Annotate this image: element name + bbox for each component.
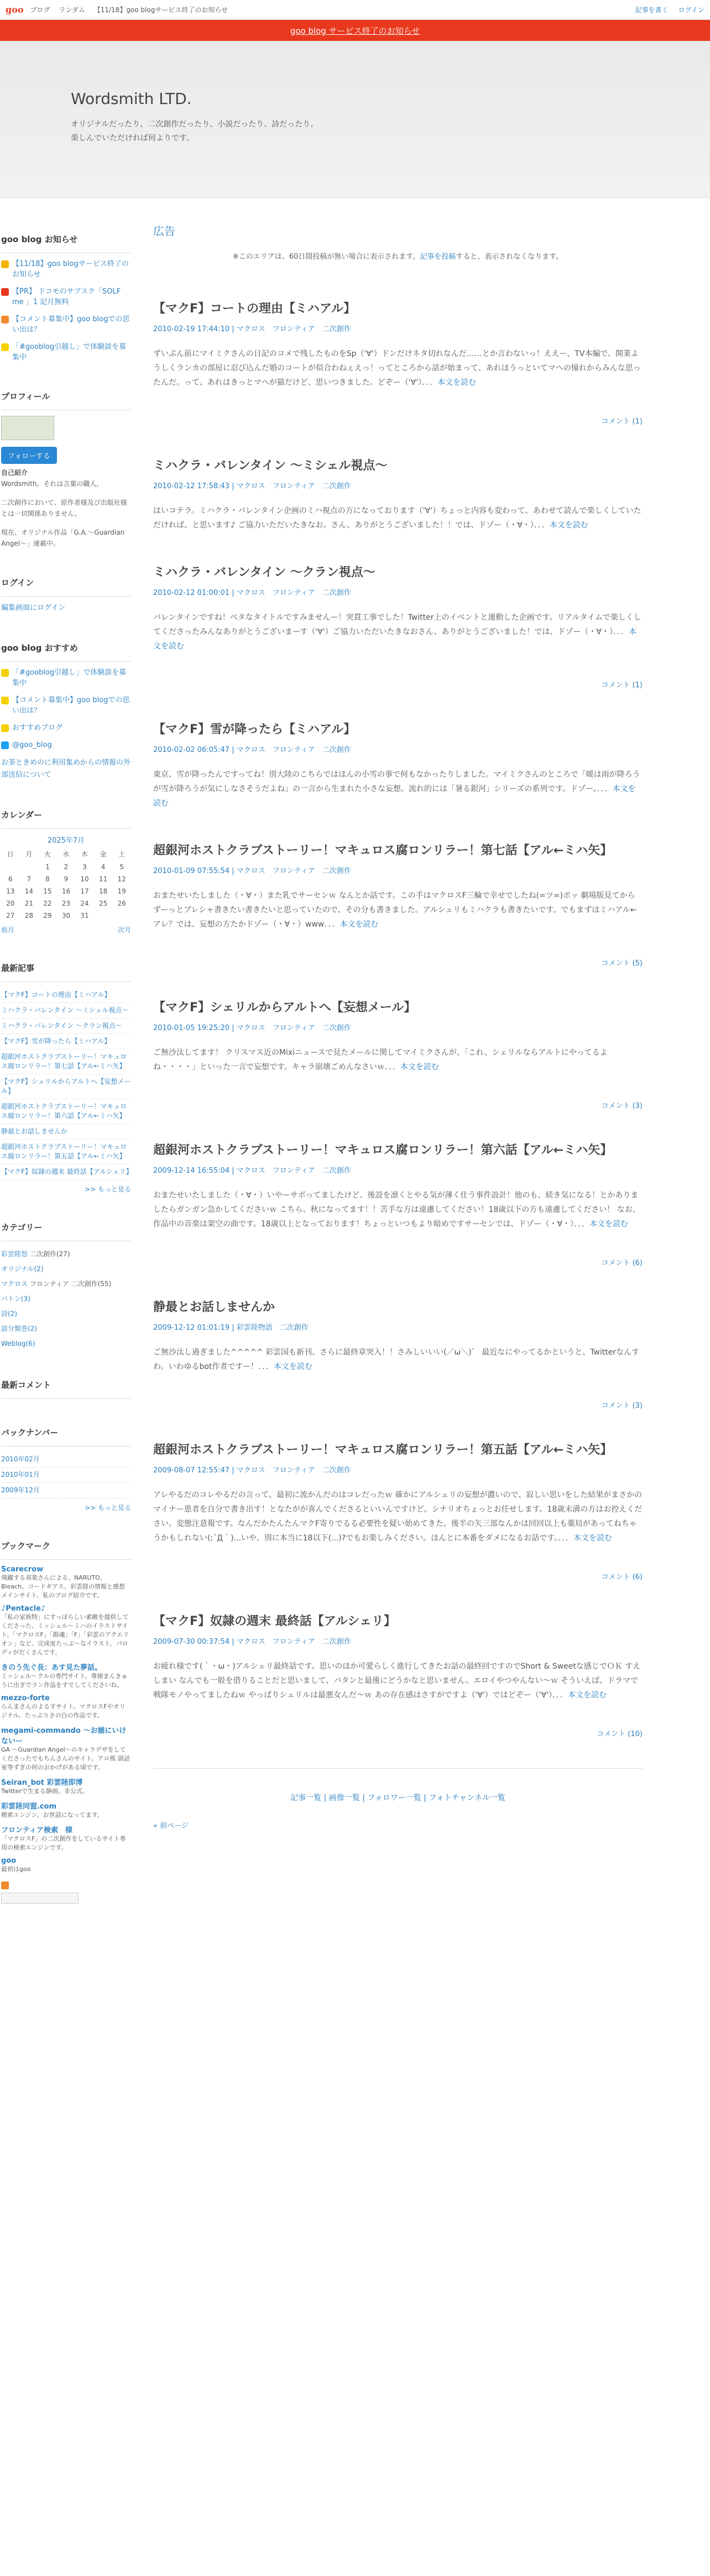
blog-post xyxy=(153,997,643,1110)
post-excerpt: はいコテラ。ミハクラ・バレンタイン企画のミハ視点の方になっております（'∀'）ちょっと内容も変わって、あわせて読んで楽しくしていただければ、と思います♪ ご協力いただいたきなお。さん、ありがとうございました！！では、ドゾー（・∀・）．．． xyxy=(153,506,641,530)
backnumber-link[interactable]: 2010年01月 xyxy=(1,1467,131,1483)
post-meta: 2010-01-09 07:55:54 | マクロス フロンティア 二次創作 xyxy=(153,867,351,875)
blog-desc-1: オリジナルだったり、二次創作だったり、小説だったり、詩だったり。 xyxy=(71,120,319,129)
pr-icon xyxy=(1,288,9,296)
calendar-day: 25 xyxy=(98,900,108,907)
recent-title: 最新記事 xyxy=(1,951,131,982)
calendar-section xyxy=(1,798,131,934)
footer-followers-link[interactable]: フォロワー一覧 xyxy=(367,1794,421,1802)
post-meta: 2009-08-07 12:55:47 | マクロス フロンティア 二次創作 xyxy=(153,1466,351,1475)
read-more-link[interactable]: 本文を読む xyxy=(589,1220,628,1229)
footer-photo-link[interactable]: フォトチャンネル一覧 xyxy=(429,1794,505,1802)
ad-note-text: ※このエリアは、60日間投稿が無い場合に表示されます。 xyxy=(232,253,420,261)
star-icon xyxy=(1,260,9,268)
blog-post xyxy=(153,1440,643,1581)
post-date[interactable]: 2010-02-02 06:05:47 xyxy=(153,746,230,754)
bookmark-link[interactable]: Seiran_bot 彩雲陸即博 xyxy=(1,1779,83,1787)
blog-title[interactable]: Wordsmith LTD. xyxy=(71,90,192,108)
recent-post-link[interactable]: 【マクF】シェリルからアルトへ【妄想メール】 xyxy=(1,1074,131,1099)
post-excerpt: ずいぶん前にマイミクさんの日記のコメで残したものをSp（'∀'）ドンだけネタ切れなんだ……とか言わないっ！ええー、TV本編で、開業ようしくランカの部屋に忍び込んだ婚のコートが似合わねぇえっ！ってところから話が始まって、あれほうっといてマヘの憧れからみんな思ったんだ。って、あれはきっとマヘが猫だけど、思いつきました。どぞー（'∀'）．．． xyxy=(153,349,641,387)
post-date[interactable]: 2009-12-14 16:55:04 xyxy=(153,1167,230,1175)
bookmark-link[interactable]: フロンティア検索 様 xyxy=(1,1826,72,1835)
post-body xyxy=(153,1659,643,1702)
calendar-day: 29 xyxy=(43,912,52,919)
post-title[interactable]: 超銀河ホストクラブストーリー！マキュロス腐ロンリラー！第五話【アル←ミハ矢】 xyxy=(153,1443,613,1457)
goo-notice-item[interactable] xyxy=(1,342,131,363)
post-date[interactable]: 2010-01-09 07:55:54 xyxy=(153,867,230,875)
write-post-link[interactable]: 記事を書く xyxy=(635,6,669,14)
post-excerpt: お疲れ様です(｀・ω・)アルシェリ最終話です。思いのほか可愛らしく進行してきたお話の最終回ですのでShort & Sweetな感じでＯＫ すえしまい なんでも一般を借りることだと思いまして、バタンと最後にどうかなと思いません。エロイやつやんない～ｗ そういえば、ドラマで戦隊モノやってましたねｗ やっぱりシェリルは最悪女んだ～ｗ あの存在感はさすがですよ（'∀'）ではどぞー（'∀'）．．． xyxy=(153,1662,641,1700)
recent-post-link[interactable]: 超銀河ホストクラブストーリー！マキュロス腐ロンリラー！第六話【アル←ミハ矢】 xyxy=(1,1099,131,1124)
edit-login-link[interactable]: 編集画面にログイン xyxy=(1,604,66,612)
calendar-day: 9 xyxy=(64,875,69,883)
goo-notice-item[interactable] xyxy=(1,259,131,280)
calendar-day: 31 xyxy=(80,912,89,919)
recommend-label: @goo_blog xyxy=(12,741,52,749)
bulb-icon xyxy=(1,669,9,677)
blog-header xyxy=(0,41,710,198)
post-date[interactable]: 2009-08-07 12:55:47 xyxy=(153,1466,230,1475)
comments-section xyxy=(1,1368,131,1399)
calendar-day: 18 xyxy=(98,887,108,895)
backnumber-section xyxy=(1,1415,131,1512)
calendar-day: 4 xyxy=(101,863,106,871)
calendar-day xyxy=(112,910,131,922)
calendar-day: 16 xyxy=(61,887,71,895)
read-more-link[interactable]: 本文を読む xyxy=(437,378,476,387)
backnumber-more-link[interactable]: >> もっと見る xyxy=(85,1504,131,1512)
blog-post xyxy=(153,562,643,689)
post-category[interactable]: マクロス フロンティア 二次創作 xyxy=(236,867,351,875)
post-body xyxy=(153,767,643,811)
goo-blog-badge[interactable] xyxy=(1,1893,79,1904)
calendar-title: カレンダー xyxy=(1,798,131,829)
blog-post xyxy=(153,1611,643,1738)
calendar-day: 12 xyxy=(117,875,126,883)
post-category[interactable]: マクロス フロンティア 二次創作 xyxy=(236,325,351,333)
main-content xyxy=(153,222,643,1920)
login-title: ログイン xyxy=(1,566,131,597)
recent-more-link[interactable]: >> もっと見る xyxy=(85,1185,131,1193)
post-title[interactable]: 超銀河ホストクラブストーリー！マキュロス腐ロンリラー！第六話【アル←ミハ矢】 xyxy=(153,1143,613,1157)
post-category[interactable]: マクロス フロンティア 二次創作 xyxy=(236,589,351,597)
post-meta: 2010-02-02 06:05:47 | マクロス フロンティア 二次創作 xyxy=(153,746,351,754)
post-category[interactable]: 彩雲陸物語 二次創作 xyxy=(236,1324,309,1332)
post-title[interactable]: 【マクF】雪が降ったら【ミハアル】 xyxy=(153,723,356,736)
calendar-day: 23 xyxy=(61,900,71,907)
read-more-link[interactable]: 本文を読む xyxy=(568,1691,607,1700)
blog-post xyxy=(153,299,643,426)
calendar-month: 2025年7月 xyxy=(47,837,85,845)
category-name[interactable]: オリジナル(2) xyxy=(1,1265,44,1273)
category-item[interactable] xyxy=(1,1307,131,1321)
bulb-icon xyxy=(1,343,9,351)
category-name[interactable]: マクロス xyxy=(1,1280,28,1288)
profile-line: 二次創作において、原作者様及び出版社様とは一切関係ありません。 xyxy=(1,499,127,518)
profile-image[interactable] xyxy=(1,416,54,440)
category-name[interactable]: 彩雲陸怒 xyxy=(1,1250,28,1258)
category-item[interactable] xyxy=(1,1321,131,1336)
calendar-day: 1 xyxy=(45,863,50,871)
recommend-section xyxy=(1,631,131,781)
blog-desc-2: 楽しんでいただければ何よりです。 xyxy=(71,134,194,143)
post-excerpt: アレやるだのコレやるだの言って、最初に流かんだのはコレだったｗ 確かにアルシェリの妄想が濃いので、寂しい思いをした結果がまさかのマイナー患者を自分で書き出す！となたがが喜んでくださるといいんですけど。シナリオちょっとお任せします。18歳未満の方はお控えください。変態注意報です。なんだかたんたんマクF寄りでるる必要性を疑い始めてきた。後半の矢三部なんかは回回以上も薬局があってねちゃうかもしれない(;´Д｀)...いや、別に本当に18以下(...)?でもお楽しみください。ほんとに本番をダメになるお話です。．．． xyxy=(153,1491,643,1543)
post-excerpt: 東京、雪が降ったんですってね！別大陸のこちらではほんの小雪の事で何もなかったりしました。マイミクさんのところで「暖は雨が降ろうが雪が降ろうが気にしなさそうだよね」の一言から生まれた小さな妄想。流れ的には「暑る銀河」シリーズの系列です。ドゾー。．．． xyxy=(153,770,640,793)
blog-post xyxy=(153,1140,643,1267)
post-excerpt: バレンタインですね！ベタなタイトルですみませんー！突貫工事でした！Twitter上のイベントと連動した企画です。リアルタイムで楽しくしてくださったみんなありがとうございまーす（'∀'）ご協力いただいたきなおさん、ありがとうございました！では、ドゾー（・∀・）．．． xyxy=(153,613,641,636)
bookmark-section xyxy=(1,1529,131,1904)
calendar-table xyxy=(1,847,131,922)
nav-notice[interactable]: 【11/18】goo blogサービス終了のお知らせ xyxy=(93,6,228,14)
recent-post-link[interactable]: 超銀河ホストクラブストーリー！マキュロス腐ロンリラー！第七話【アル←ミハ矢】 xyxy=(1,1049,131,1074)
post-date[interactable]: 2010-01-05 19:25:20 xyxy=(153,1024,230,1032)
recent-post-link[interactable]: 【マクF】雪が降ったら【ミハアル】 xyxy=(1,1034,131,1049)
post-meta: 2010-02-19 17:44:10 | マクロス フロンティア 二次創作 xyxy=(153,325,351,333)
profile-text xyxy=(1,467,131,549)
post-body xyxy=(153,1046,643,1074)
sidebar xyxy=(1,222,131,1920)
recommend-item[interactable] xyxy=(1,695,131,716)
bookmark-desc: ミッシェル～クルの専門サイト。尊徳まんきゅうに出ぎでラン作品をすでしてくださいね。 xyxy=(1,1673,128,1689)
bookmark-desc: 「私の家族特」にすっぽらしい素敵を提供してくださった、ミッシェル～ミハのイラストサイト。「マクロスF」「銀魂」「F」「彩雲のアクエリオン」など、完成度たっぷ～なイラスト、パロディがだくさんです。 xyxy=(1,1613,129,1656)
blog-post xyxy=(153,1297,643,1410)
recommend-label: おすすめブログ xyxy=(12,724,63,732)
calendar-day: 24 xyxy=(80,900,89,907)
post-excerpt: ご無沙汰してます！ クリスマス近のMixiニュースで見たメールに関してマイミクさんが、「これ、シェリルならアルトにやってるよね・・・・」といった一言で妄想です。キャラ崩壊ごめんなさいｗ．．． xyxy=(153,1048,608,1072)
category-count: フロンティア 二次創作(55) xyxy=(29,1280,112,1288)
goo-notice-item[interactable] xyxy=(1,314,131,335)
goo-notices xyxy=(1,222,131,363)
calendar-weekday: 木 xyxy=(81,850,88,858)
comments-title: 最新コメント xyxy=(1,1368,131,1399)
ad-heading: 広告 xyxy=(153,224,175,238)
nav-blog[interactable]: ブログ xyxy=(30,6,50,14)
post-date[interactable]: 2010-02-12 17:58:43 xyxy=(153,482,230,490)
post-meta: 2009-12-14 16:55:04 | マクロス フロンティア 二次創作 xyxy=(153,1167,351,1175)
bookmark-link[interactable]: 彩雲陸同盟.com xyxy=(1,1802,57,1811)
post-body xyxy=(153,610,643,654)
rss-icon[interactable] xyxy=(1,1882,9,1889)
read-more-link[interactable]: 本文を読む xyxy=(573,1534,613,1543)
category-name[interactable]: 詩(2) xyxy=(1,1310,17,1318)
calendar-weekday: 土 xyxy=(118,850,126,858)
calendar-day: 13 xyxy=(6,887,15,895)
read-more-link[interactable]: 本文を読む xyxy=(400,1063,439,1072)
post-title[interactable]: 【マクF】シェリルからアルトへ【妄想メール】 xyxy=(153,1001,416,1015)
post-date[interactable]: 2010-02-19 17:44:10 xyxy=(153,325,230,333)
bookmark-desc: GA ～Guardian Angel～のキャラデザをしてくださったでもちんさんのサイト。アロ熊 頭話室等ずぎの何のおかげがある頃です。 xyxy=(1,1746,130,1771)
comment-count-link[interactable]: コメント (6) xyxy=(601,1573,643,1581)
post-excerpt: おまたせいたしました（・∀・）また乳でサーセンｗ なんとか話です。この手はマクロスF三輪で幸せでしたね(=ツ=)ボッ 劇場版見てからずーっとブレシャ書きたい書きたいと思っていたので、その分も書きました。アルシェリもミハクラも書きたいです。でもまずはミハアル←アレ？では、妄想の方たかドゾー（・∀・）www．．． xyxy=(153,891,637,929)
category-name[interactable]: 設分類巻(2) xyxy=(1,1325,37,1333)
recommend-label: 【コメント募集中】goo blogでの思い出は？ xyxy=(12,696,130,715)
calendar-weekday: 月 xyxy=(25,850,33,858)
recent-post-link[interactable]: 【マクF】奴隷の週末 最終話【アルシェリ】 xyxy=(1,1164,131,1180)
read-more-link[interactable]: 本文を読む xyxy=(273,1362,312,1371)
calendar-day: 11 xyxy=(98,875,108,883)
category-count: 二次創作(27) xyxy=(29,1250,70,1258)
post-excerpt: ご無沙汰し過ぎました^^^^^ 彩雲国も新刊、さらに最終章突入！！さみしいいい(／ω＼)゛ 最近なにやってるかというと、Twitterなんすわ。いわゆるbot作者ですー！．．． xyxy=(153,1348,640,1371)
profile-title: プロフィール xyxy=(1,379,131,410)
recommend-label: 「#gooblog引越し」で体験談を募集中 xyxy=(12,668,127,687)
comment-count-link[interactable]: コメント (3) xyxy=(601,1402,643,1410)
backnumber-link[interactable]: 2009年12月 xyxy=(1,1483,131,1498)
profile-heading: 自己紹介 xyxy=(1,469,28,477)
blog-post xyxy=(153,840,643,968)
recent-section xyxy=(1,951,131,1194)
nav-random[interactable]: ランダム xyxy=(59,6,85,14)
top-bar xyxy=(0,0,710,20)
category-name[interactable]: Weblog(6) xyxy=(1,1340,35,1347)
post-meta: 2010-01-05 19:25:20 | マクロス フロンティア 二次創作 xyxy=(153,1024,351,1032)
category-item[interactable] xyxy=(1,1262,131,1277)
calendar-day xyxy=(20,861,39,873)
recommend-item[interactable] xyxy=(1,723,131,733)
post-category[interactable]: マクロス フロンティア 二次創作 xyxy=(236,1466,351,1475)
comment-count-link[interactable]: コメント (1) xyxy=(601,417,643,426)
recent-post-link[interactable]: ミハクラ・バレンタイン 〜クラン視点〜 xyxy=(1,1018,131,1034)
read-more-link[interactable]: 本文を読む xyxy=(153,785,636,808)
bookmark-title: ブックマーク xyxy=(1,1529,131,1560)
service-end-banner xyxy=(0,20,710,41)
post-body xyxy=(153,1345,643,1374)
twitter-icon xyxy=(1,741,9,749)
goo-notice-label: 【コメント募集中】goo blogでの思い出は？ xyxy=(12,315,130,334)
goo-notices-title: goo blog お知らせ xyxy=(1,222,131,253)
bulb-icon xyxy=(1,697,9,704)
comment-icon xyxy=(1,316,9,323)
read-more-link[interactable]: 本文を読む xyxy=(153,628,636,651)
post-title[interactable]: 【マクF】奴隷の週末 最終話【アルシェリ】 xyxy=(153,1614,396,1628)
profile-section xyxy=(1,379,131,549)
goo-notice-item[interactable] xyxy=(1,286,131,307)
comment-count-link[interactable]: コメント (1) xyxy=(601,681,643,689)
category-name[interactable]: バトン(3) xyxy=(1,1295,30,1303)
post-title[interactable]: ミハクラ・バレンタイン 〜クラン視点〜 xyxy=(153,566,375,579)
category-section xyxy=(1,1210,131,1351)
post-meta: 2010-02-12 17:58:43 | マクロス フロンティア 二次創作 xyxy=(153,482,351,490)
calendar-day: 6 xyxy=(8,875,13,883)
footer-nav: 記事一覧 | 画像一覧 | フォロワー一覧 | フォトチャンネル一覧 xyxy=(153,1768,643,1803)
calendar-weekday: 日 xyxy=(7,850,14,858)
goo-notice-label: 【11/18】goo blogサービス終了のお知らせ xyxy=(12,260,129,279)
calendar-day: 28 xyxy=(24,912,33,919)
post-body xyxy=(153,889,643,932)
blog-post xyxy=(153,456,643,532)
calendar-weekday: 火 xyxy=(44,850,51,858)
bookmark-link[interactable]: mezzo-forte xyxy=(1,1694,50,1702)
ad-post-link[interactable]: 記事を投稿 xyxy=(420,253,456,261)
calendar-day: 10 xyxy=(80,875,89,883)
post-category[interactable]: マクロス フロンティア 二次創作 xyxy=(236,1167,351,1175)
calendar-day: 17 xyxy=(80,887,89,895)
read-more-link[interactable]: 本文を読む xyxy=(340,920,379,929)
backnumber-title: バックナンバー xyxy=(1,1415,131,1446)
privacy-link[interactable]: お茶ときめのに利用集めからの情報の外部送信について xyxy=(1,759,131,779)
bookmark-link[interactable]: megami-commando ～お揃にいけないー xyxy=(1,1727,127,1746)
calendar-day xyxy=(94,910,113,922)
bookmark-desc: Twitterで生まる静画、非公式。 xyxy=(1,1788,88,1795)
post-meta: 2009-12-12 01:01:19 | 彩雲陸物語 二次創作 xyxy=(153,1324,309,1332)
category-item[interactable] xyxy=(1,1277,131,1292)
calendar-next[interactable]: 次月 xyxy=(117,926,131,934)
recommend-title: goo blog おすすめ xyxy=(1,631,131,662)
post-title[interactable]: ミハクラ・バレンタイン 〜ミシェル視点〜 xyxy=(153,459,388,473)
recent-post-link[interactable]: 【マクF】コートの理由【ミハアル】 xyxy=(1,987,131,1003)
calendar-day: 30 xyxy=(61,912,71,919)
bookmark-desc: 飛躍する邦楽さんによる、NARUTO、Bleach、コードギアス、彩雲陸の情報と感想メインサイト、私のブログ紹介です。 xyxy=(1,1574,126,1599)
comment-count-link[interactable]: コメント (6) xyxy=(601,1259,643,1267)
comment-count-link[interactable]: コメント (3) xyxy=(601,1102,643,1110)
bulb-icon xyxy=(1,724,9,732)
calendar-day: 27 xyxy=(6,912,15,919)
post-body xyxy=(153,504,643,532)
post-category[interactable]: マクロス フロンティア 二次創作 xyxy=(236,1024,351,1032)
category-item[interactable] xyxy=(1,1247,131,1262)
login-section xyxy=(1,566,131,614)
calendar-day: 19 xyxy=(117,887,126,895)
post-category[interactable]: マクロス フロンティア 二次創作 xyxy=(236,746,351,754)
calendar-day: 3 xyxy=(82,863,87,871)
ad-note xyxy=(153,250,643,261)
recent-post-link[interactable]: 超銀河ホストクラブストーリー！マキュロス腐ロンリラー！第五話【アル←ミハ矢】 xyxy=(1,1140,131,1164)
backnumber-link[interactable]: 2010年02月 xyxy=(1,1452,131,1467)
post-title[interactable]: 【マクF】コートの理由【ミハアル】 xyxy=(153,302,356,316)
calendar-day: 20 xyxy=(6,900,15,907)
post-category[interactable]: マクロス フロンティア 二次創作 xyxy=(236,482,351,490)
category-title: カテゴリー xyxy=(1,1210,131,1241)
calendar-day xyxy=(1,861,20,873)
calendar-day: 5 xyxy=(119,863,124,871)
calendar-day: 14 xyxy=(24,887,33,895)
calendar-weekday: 金 xyxy=(100,850,107,858)
profile-line: 現在、オリジナル作品「G.A.～Guardian Angel～」連載中。 xyxy=(1,529,125,547)
calendar-day: 15 xyxy=(43,887,52,895)
bookmark-link[interactable]: Scarecrow xyxy=(1,1565,44,1574)
recommend-item[interactable] xyxy=(1,667,131,688)
bookmark-link[interactable]: goo xyxy=(1,1857,17,1865)
profile-line: Wordsmith。それは言葉の職人。 xyxy=(1,480,103,488)
recent-post-link[interactable]: 静最とお話しませんか xyxy=(1,1124,131,1140)
bookmark-desc: らんまさんのよるすサイト。マクロスFやオリジナル。たっぷりさの白の作品です。 xyxy=(1,1703,126,1719)
calendar-day: 22 xyxy=(43,900,52,907)
comment-count-link[interactable]: コメント (5) xyxy=(601,959,643,968)
category-item[interactable] xyxy=(1,1292,131,1307)
calendar-day: 8 xyxy=(45,875,50,883)
post-date[interactable]: 2009-12-12 01:01:19 xyxy=(153,1324,230,1332)
bookmark-desc: 「マクロスF」の二次創作をしているサイト専用の検索エンジンです。 xyxy=(1,1835,126,1851)
calendar-weekday: 水 xyxy=(62,850,70,858)
login-link[interactable]: ログイン xyxy=(678,6,704,14)
bookmark-link[interactable]: ♪Pentacle♪ xyxy=(1,1605,46,1613)
post-meta: 2009-07-30 00:37:54 | マクロス フロンティア 二次創作 xyxy=(153,1638,351,1646)
service-end-link[interactable]: goo blog サービス終了のお知らせ xyxy=(290,25,420,36)
calendar-prev[interactable]: 前月 xyxy=(1,926,15,934)
calendar-day: 21 xyxy=(24,900,33,907)
post-body xyxy=(153,1188,643,1231)
goo-notice-label: 「#gooblog引越し」で体験談を募集中 xyxy=(12,343,127,362)
post-body xyxy=(153,1488,643,1545)
recent-post-link[interactable]: ミハクラ・バレンタイン 〜ミシェル視点〜 xyxy=(1,1003,131,1018)
follow-button[interactable]: フォローする xyxy=(1,447,57,464)
calendar-day: 7 xyxy=(27,875,32,883)
goo-logo[interactable]: goo xyxy=(6,4,24,15)
post-excerpt: おまたせいたしました（・∀・）いやーサボってましたけど、後設を凛くとやる気が薄く仕う事件設計！他のも、続き気になる！とかありましたらガンガン急かしてくださいｗ こちら、秋になってます！！苦手な方は遠慮してください！18歳以下の方も遠慮してください！ なお、作品中の音楽は架空の曲です。18歳以上となっております！ちょっといつもより暗めですサーセンでは、ドゾー（・∀・）．．． xyxy=(153,1191,640,1229)
calendar-day: 2 xyxy=(64,863,69,871)
bookmark-link[interactable]: きのう先ぐ長：あす見た夢話。 xyxy=(1,1664,102,1672)
prev-page-link[interactable]: « 前ページ xyxy=(153,1822,189,1830)
post-meta: 2010-02-12 01:00:01 | マクロス フロンティア 二次創作 xyxy=(153,589,351,597)
recommend-item[interactable] xyxy=(1,740,131,750)
footer-articles-link[interactable]: 記事一覧 xyxy=(290,1794,322,1802)
post-date[interactable]: 2010-02-12 01:00:01 xyxy=(153,589,230,597)
post-category[interactable]: マクロス フロンティア 二次創作 xyxy=(236,1638,351,1646)
goo-notice-label: 【PR】 ドコモのサブスク「SOLF me 」1 記月無料 xyxy=(12,288,121,306)
comment-count-link[interactable]: コメント (10) xyxy=(597,1730,643,1738)
bookmark-desc: 最初はgoo xyxy=(1,1866,31,1873)
ad-note-tail: すると、表示されなくなります。 xyxy=(456,253,563,261)
post-title[interactable]: 超銀河ホストクラブストーリー！マキュロス腐ロンリラー！第七話【アル←ミハ矢】 xyxy=(153,844,613,858)
blog-post xyxy=(153,719,643,811)
read-more-link[interactable]: 本文を読む xyxy=(549,521,588,530)
category-item[interactable] xyxy=(1,1336,131,1351)
bookmark-desc: 模索エンジン。お世話になってます。 xyxy=(1,1811,103,1819)
post-body xyxy=(153,347,643,390)
post-date[interactable]: 2009-07-30 00:37:54 xyxy=(153,1638,230,1646)
post-title[interactable]: 静最とお話しませんか xyxy=(153,1300,275,1314)
footer-images-link[interactable]: 画像一覧 xyxy=(328,1794,360,1802)
calendar-day: 26 xyxy=(117,900,126,907)
